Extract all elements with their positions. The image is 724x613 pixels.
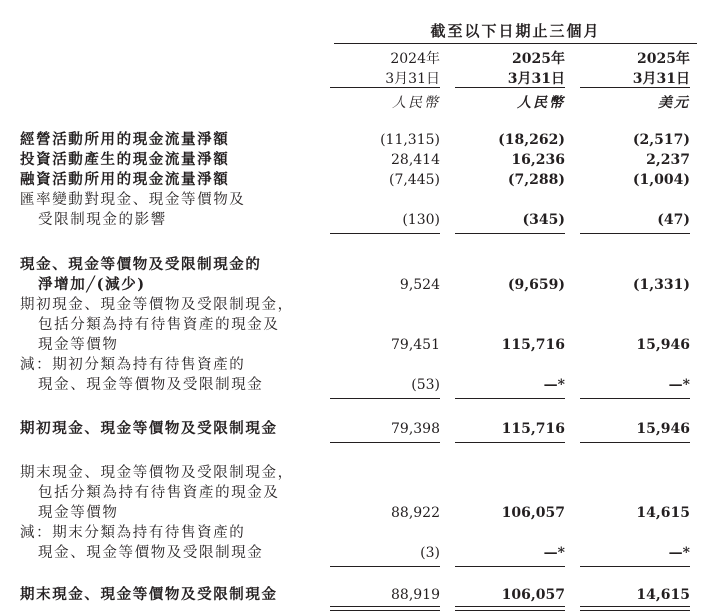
row-label-financing: 融資活動所用的現金流量淨額 — [20, 171, 230, 188]
cell: 9,524 — [399, 277, 440, 293]
cell: 2,237 — [646, 152, 690, 168]
row-label-fx-line1: 匯率變動對現金、現金等價物及 — [20, 192, 246, 208]
cell: 106,057 — [501, 505, 565, 521]
row-label-investing: 投資活動產生的現金流量淨額 — [20, 151, 230, 168]
row-label-beginning-less-line1: 減：期初分類為持有待售資產的 — [20, 357, 246, 373]
cell: 14,615 — [636, 505, 690, 521]
col-3-header-rule — [580, 87, 690, 88]
total-double-rule — [330, 606, 440, 611]
cell: (345) — [522, 212, 565, 228]
col-1-unit: 人民幣 — [392, 95, 440, 111]
row-label-ending-gross-line2: 包括分類為持有待售資產的現金及 — [38, 485, 280, 501]
col-3-year: 2025年 — [637, 51, 690, 67]
cell: (7,288) — [507, 172, 565, 188]
row-label-net-change-line2: 淨增加╱(減少) — [38, 276, 146, 293]
row-label-ending-gross-line1: 期末現金、現金等價物及受限制現金， — [20, 465, 294, 481]
cell: (47) — [657, 212, 690, 228]
col-1-year: 2024年 — [390, 51, 440, 67]
row-label-ending-less-line2: 現金、現金等價物及受限制現金 — [38, 545, 264, 561]
cell: (2,517) — [632, 132, 690, 148]
subtotal-rule — [455, 233, 565, 234]
cell: (9,659) — [507, 277, 565, 293]
cell: (1,004) — [632, 172, 690, 188]
cell: (11,315) — [380, 132, 440, 148]
cell: 16,236 — [511, 152, 565, 168]
cell: 79,398 — [391, 421, 440, 437]
col-2-year: 2025年 — [512, 51, 565, 67]
row-label-beginning-gross-line2: 包括分類為持有待售資產的現金及 — [38, 317, 280, 333]
subtotal-rule — [330, 233, 440, 234]
row-label-beginning-balance: 期初現金、現金等價物及受限制現金 — [20, 420, 278, 437]
cell: 88,919 — [391, 587, 440, 603]
cell: 115,716 — [501, 421, 565, 437]
cell: 88,922 — [391, 505, 440, 521]
row-label-fx-line2: 受限制現金的影響 — [38, 212, 167, 228]
cell: 15,946 — [636, 337, 690, 353]
col-2-header-rule — [455, 87, 565, 88]
subtotal-rule — [330, 566, 440, 567]
cell: —* — [543, 377, 565, 393]
cell: 115,716 — [501, 337, 565, 353]
cell: —* — [668, 377, 690, 393]
col-3-unit: 美元 — [658, 95, 690, 111]
cell: (3) — [420, 545, 440, 561]
col-1-date: 3月31日 — [385, 71, 440, 87]
row-label-operating: 經營活動所用的現金流量淨額 — [20, 131, 230, 148]
cell: —* — [668, 545, 690, 561]
cell: (7,445) — [388, 172, 440, 188]
row-label-ending-balance: 期末現金、現金等價物及受限制現金 — [20, 586, 278, 603]
row-label-net-change-line1: 現金、現金等價物及受限制現金的 — [20, 256, 262, 273]
col-3-date: 3月31日 — [632, 71, 690, 87]
cell: 106,057 — [501, 587, 565, 603]
col-2-date: 3月31日 — [507, 71, 565, 87]
cell: (18,262) — [498, 132, 565, 148]
subtotal-rule — [455, 442, 565, 443]
cell: (1,331) — [632, 277, 690, 293]
col-1-header-rule — [330, 87, 440, 88]
row-label-beginning-gross-line3: 現金等價物 — [38, 337, 119, 353]
period-header: 截至以下日期止三個月 — [430, 22, 601, 40]
row-label-ending-gross-line3: 現金等價物 — [38, 505, 119, 521]
period-rule — [334, 43, 697, 44]
cell: (130) — [402, 212, 440, 228]
subtotal-rule — [580, 398, 690, 399]
col-2-unit: 人民幣 — [517, 95, 565, 111]
cell: (53) — [411, 377, 440, 393]
subtotal-rule — [330, 398, 440, 399]
total-double-rule — [580, 606, 690, 611]
cell: 14,615 — [636, 587, 690, 603]
subtotal-rule — [580, 442, 690, 443]
subtotal-rule — [455, 566, 565, 567]
total-double-rule — [455, 606, 565, 611]
cell: 15,946 — [636, 421, 690, 437]
cell: 79,451 — [391, 337, 440, 353]
subtotal-rule — [455, 398, 565, 399]
row-label-ending-less-line1: 減：期末分類為持有待售資產的 — [20, 525, 246, 541]
subtotal-rule — [330, 442, 440, 443]
subtotal-rule — [580, 566, 690, 567]
cell: 28,414 — [391, 152, 440, 168]
row-label-beginning-gross-line1: 期初現金、現金等價物及受限制現金， — [20, 297, 294, 313]
cell: —* — [543, 545, 565, 561]
row-label-beginning-less-line2: 現金、現金等價物及受限制現金 — [38, 377, 264, 393]
subtotal-rule — [580, 233, 690, 234]
